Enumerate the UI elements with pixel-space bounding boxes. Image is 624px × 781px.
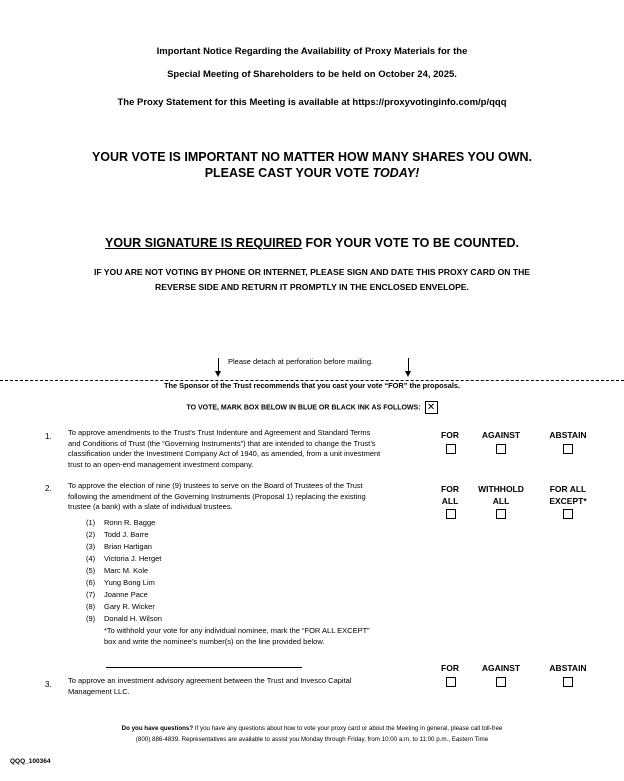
proposal-1-line-3: classification under the Investment Company Act of 1940, as amended, from a unit investment (68, 449, 381, 458)
proposal-3-number: 3. (45, 680, 52, 689)
proposal-1-text (68, 428, 428, 470)
proposal-2-for-all-checkbox[interactable] (446, 509, 456, 519)
questions-text: If you have any questions about how to vote your proxy card or about the Meeting in general, please call toll-free (193, 725, 503, 732)
questions-line-1 (0, 725, 624, 732)
proposal-2-for-all-except-label-1: FOR ALL (549, 484, 587, 494)
proposal-1-line-2: and Conditions of Trust (the “Governing Instruments”) that are intended to change the Trust’s (68, 438, 376, 448)
proposal-3-against-checkbox[interactable] (496, 677, 506, 687)
detach-arrow-left-line (218, 358, 219, 372)
proposal-2-withhold-all-label (470, 483, 532, 507)
withhold-note-line-2: box and write the nominee’s number(s) on the line provided below. (104, 637, 325, 646)
arrow-down-icon (215, 371, 221, 377)
proposal-3-line-1: To approve an investment advisory agreement between the Trust and Invesco Capital (68, 676, 352, 685)
nominee-name: Joanne Pace (104, 590, 148, 599)
proposal-3-abstain-checkbox[interactable] (563, 677, 573, 687)
proposal-2-for-all-except-label-2: EXCEPT* (549, 496, 587, 506)
proposal-3-for-label: FOR (441, 663, 459, 673)
sponsor-recommendation: The Sponsor of the Trust recommends that you cast your vote “FOR” the proposals. (163, 381, 461, 390)
proposal-1-for-checkbox[interactable] (446, 444, 456, 454)
mark-instructions-row (0, 401, 624, 414)
nominee-item (86, 530, 149, 539)
questions-line-2: (800) 886-4839. Representatives are available to assist you Monday through Friday, from 10:00 a.m. to 11:00 p.m., Eastern Time (135, 736, 489, 743)
proposal-1-against-checkbox[interactable] (496, 444, 506, 454)
proposal-2-number: 2. (45, 484, 52, 493)
notice-line-1: Important Notice Regarding the Availability of Proxy Materials for the (156, 46, 468, 57)
signature-required (0, 236, 624, 250)
proposal-2-for-all-label (430, 483, 470, 507)
nominee-name: Ronn R. Bagge (104, 518, 156, 527)
nominee-item (86, 518, 155, 527)
proposal-3-line-2: Management LLC. (68, 686, 130, 696)
arrow-down-icon (405, 371, 411, 377)
proposal-2-withhold-all-label-2: ALL (492, 496, 510, 506)
nominee-number: (8) (86, 602, 96, 611)
nominee-item (86, 542, 152, 551)
proposal-2-text (68, 481, 428, 513)
proposal-1-line-1: To approve amendments to the Trust’s Trust Indenture and Agreement and Standard Terms (68, 428, 371, 437)
nominee-item (86, 590, 148, 599)
instructions-line-2: REVERSE SIDE AND RETURN IT PROMPTLY IN THE ENCLOSED ENVELOPE. (155, 282, 469, 292)
nominee-name: Gary R. Wicker (104, 602, 155, 611)
proposal-2-line-3: trustee (a bank) with a slate of individual trustees. (68, 502, 233, 511)
nominee-name: Yung Bong Lim (104, 578, 155, 587)
nominee-exception-line[interactable] (106, 667, 302, 668)
proposal-2-line-1: To approve the election of nine (9) trustees to serve on the Board of Trustees of the Trust (68, 481, 363, 490)
proposal-1-line-4: trust to an open-end management investment company. (68, 459, 254, 469)
instructions-line-1: IF YOU ARE NOT VOTING BY PHONE OR INTERNET, PLEASE SIGN AND DATE THIS PROXY CARD ON THE (93, 267, 531, 277)
proposal-2-withhold-all-label-1: WITHHOLD (478, 484, 524, 494)
nominee-item (86, 554, 161, 563)
nominee-item (86, 566, 148, 575)
proposal-1-against-label: AGAINST (481, 430, 521, 440)
nominee-item (86, 614, 162, 623)
proposal-2-for-all-except-checkbox[interactable] (563, 509, 573, 519)
nominee-number: (2) (86, 530, 96, 539)
footer-code: QQQ_100364 (10, 758, 51, 765)
nominee-number: (6) (86, 578, 96, 587)
nominee-item (86, 602, 155, 611)
nominee-name: Todd J. Barre (104, 530, 149, 539)
notice-line-3: The Proxy Statement for this Meeting is available at https://proxyvotinginfo.com/p/qqq (117, 97, 507, 108)
nominee-number: (9) (86, 614, 96, 623)
proposal-1-number: 1. (45, 432, 52, 441)
nominee-number: (1) (86, 518, 96, 527)
proposal-3-text (68, 676, 428, 697)
proposal-3-for-checkbox[interactable] (446, 677, 456, 687)
proposal-3-against-label: AGAINST (481, 663, 521, 673)
nominee-number: (7) (86, 590, 96, 599)
vote-important-prefix: PLEASE CAST YOUR VOTE (204, 166, 373, 180)
proposal-3-abstain-label: ABSTAIN (549, 663, 587, 673)
withhold-note-line-1: *To withhold your vote for any individual nominee, mark the “FOR ALL EXCEPT” (104, 626, 370, 635)
proposal-1-abstain-label: ABSTAIN (549, 430, 587, 440)
proposal-2-for-all-label-1: FOR (441, 484, 459, 494)
nominee-number: (3) (86, 542, 96, 551)
proposal-1-abstain-checkbox[interactable] (563, 444, 573, 454)
vote-today-emphasis: TODAY! (372, 166, 420, 180)
signature-required-underlined: YOUR SIGNATURE IS REQUIRED (105, 236, 303, 250)
vote-important-line-2 (0, 166, 624, 180)
proposal-2-for-all-except-label (538, 483, 598, 507)
nominee-number: (5) (86, 566, 96, 575)
nominee-name: Marc M. Kole (104, 566, 149, 575)
proposal-2-withhold-all-checkbox[interactable] (496, 509, 506, 519)
nominee-name: Donald H. Wilson (104, 614, 162, 623)
nominee-name: Brian Hartigan (104, 542, 152, 551)
proposal-2-line-2: following the amendment of the Governing Instruments (Proposal 1) replacing the existing (68, 491, 366, 501)
proposal-2-for-all-label-2: ALL (441, 496, 459, 506)
vote-important-line-1: YOUR VOTE IS IMPORTANT NO MATTER HOW MANY SHARES YOU OWN. (91, 150, 533, 164)
detach-instruction: Please detach at perforation before mailing. (228, 357, 374, 366)
notice-line-2: Special Meeting of Shareholders to be held on October 24, 2025. (167, 69, 457, 80)
x-mark-example-icon: ✕ (425, 401, 438, 414)
nominee-name: Victoria J. Herget (104, 554, 162, 563)
detach-arrow-right-line (408, 358, 409, 372)
nominee-item (86, 578, 155, 587)
mark-instructions: TO VOTE, MARK BOX BELOW IN BLUE OR BLACK INK AS FOLLOWS: (186, 404, 421, 412)
nominee-number: (4) (86, 554, 96, 563)
questions-heading: Do you have questions? (121, 725, 194, 732)
proposal-1-for-label: FOR (441, 430, 459, 440)
signature-required-rest: FOR YOUR VOTE TO BE COUNTED. (302, 236, 519, 250)
